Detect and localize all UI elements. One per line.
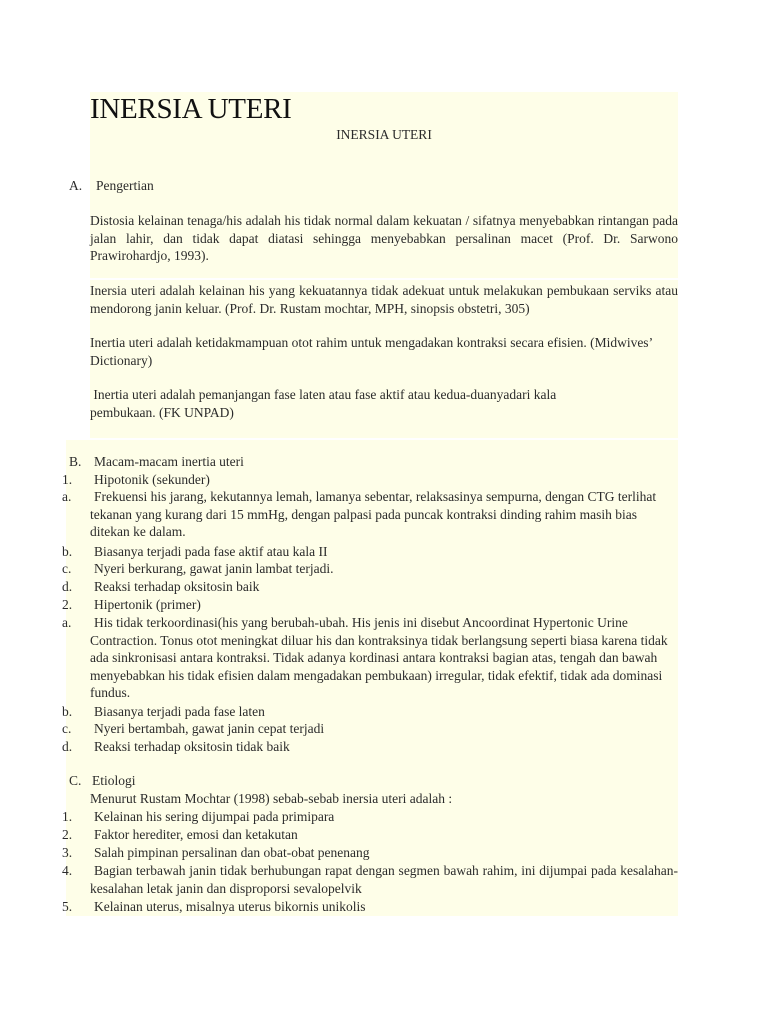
list-item-text: Faktor herediter, emosi dan ketakutan bbox=[94, 827, 298, 842]
list-item-text: Biasanya terjadi pada fase laten bbox=[94, 704, 265, 719]
list-item-text: Biasanya terjadi pada fase aktif atau kala II bbox=[94, 544, 328, 559]
list-item-text: Nyeri bertambah, gawat janin cepat terjadi bbox=[94, 721, 325, 736]
definition-paragraph: Inertia uteri adalah pemanjangan fase laten atau fase aktif atau kedua-duanyadari kala pembukaan. (FK UNPAD) bbox=[90, 387, 560, 420]
list-item-marker: d. bbox=[62, 739, 73, 754]
list-item-marker: c. bbox=[62, 721, 72, 736]
list-item-marker: d. bbox=[62, 579, 73, 594]
list-item-marker: 2. bbox=[62, 827, 73, 842]
type-1-label: Hipotonik (sekunder) bbox=[94, 472, 210, 487]
list-item-text: Frekuensi his jarang, kekutannya lemah, lamanya sebentar, relaksasinya sempurna, dengan CTG terlihat tekanan yang kurang dari 15 mmHg, dengan palpasi pada puncak kontraksi dinding rahim masih bias ditekan ke dalam. bbox=[90, 489, 657, 539]
section-c-marker: C. bbox=[69, 773, 82, 788]
list-item-marker: 1. bbox=[62, 809, 73, 824]
page-subtitle: INERSIA UTERI bbox=[336, 127, 432, 142]
type-2-marker: 2. bbox=[62, 597, 73, 612]
list-item-text: Nyeri berkurang, gawat janin lambat terjadi. bbox=[94, 561, 334, 576]
section-a-heading: Pengertian bbox=[96, 178, 154, 193]
definition-paragraph: Inertia uteri adalah ketidakmampuan otot rahim untuk mengadakan kontraksi secara efisien. (Midwives’ Dictionary) bbox=[90, 335, 653, 368]
section-b-marker: B. bbox=[69, 454, 82, 469]
list-item-text: Kelainan his sering dijumpai pada primipara bbox=[94, 809, 335, 824]
list-item-text: Salah pimpinan persalinan dan obat-obat penenang bbox=[94, 845, 370, 860]
section-b-heading: Macam-macam inertia uteri bbox=[94, 454, 244, 469]
page-title: INERSIA UTERI bbox=[90, 93, 292, 125]
definition-paragraph: Distosia kelainan tenaga/his adalah his tidak normal dalam kekuatan / sifatnya menyebabkan rintangan pada jalan lahir, dan tidak dapat diatasi sehingga menyebabkan persalinan macet (Prof. Dr. Sarwono Prawirohardjo, 1993). bbox=[90, 213, 678, 263]
list-item-text: Kelainan uterus, misalnya uterus bikornis unikolis bbox=[94, 899, 366, 914]
list-item-marker: 3. bbox=[62, 845, 73, 860]
list-item-marker: b. bbox=[62, 544, 73, 559]
section-c-heading: Etiologi bbox=[92, 773, 136, 788]
section-a-marker: A. bbox=[69, 178, 83, 193]
list-item-marker: 4. bbox=[62, 863, 73, 878]
section-c-intro: Menurut Rustam Mochtar (1998) sebab-sebab inersia uteri adalah : bbox=[90, 791, 453, 806]
list-item-marker: a. bbox=[62, 615, 72, 630]
list-item-text: Bagian terbawah janin tidak berhubungan rapat dengan segmen bawah rahim, ini dijumpai pada kesalahan-kesalahan letak janin dan disproporsi sevalopelvik bbox=[90, 863, 678, 896]
list-item-text: His tidak terkoordinasi(his yang berubah-ubah. His jenis ini disebut Ancoordinat Hypertonic Urine Contraction. Tonus otot meningkat diluar his dan kontraksinya tidak berlangsung seperti biasa karena tidak ada sinkronisasi antara kontraksi. Tidak adanya kordinasi antara kontraksi bagian atas, tengah dan bawah menyebabkan his tidak efisien dalam mengadakan pembukaan) irregular, tidak efektif, tidak ada dominasi fundus. bbox=[90, 615, 668, 700]
list-item-marker: a. bbox=[62, 489, 72, 504]
list-item-text: Reaksi terhadap oksitosin tidak baik bbox=[94, 739, 290, 754]
list-item-text: Reaksi terhadap oksitosin baik bbox=[94, 579, 260, 594]
type-1-marker: 1. bbox=[62, 472, 73, 487]
definition-paragraph: Inersia uteri adalah kelainan his yang kekuatannya tidak adekuat untuk melakukan pembukaan serviks atau mendorong janin keluar. (Prof. Dr. Rustam mochtar, MPH, sinopsis obstetri, 305) bbox=[90, 283, 678, 316]
type-2-label: Hipertonik (primer) bbox=[94, 597, 201, 612]
list-item-marker: b. bbox=[62, 704, 73, 719]
list-item-marker: 5. bbox=[62, 899, 73, 914]
list-item-marker: c. bbox=[62, 561, 72, 576]
